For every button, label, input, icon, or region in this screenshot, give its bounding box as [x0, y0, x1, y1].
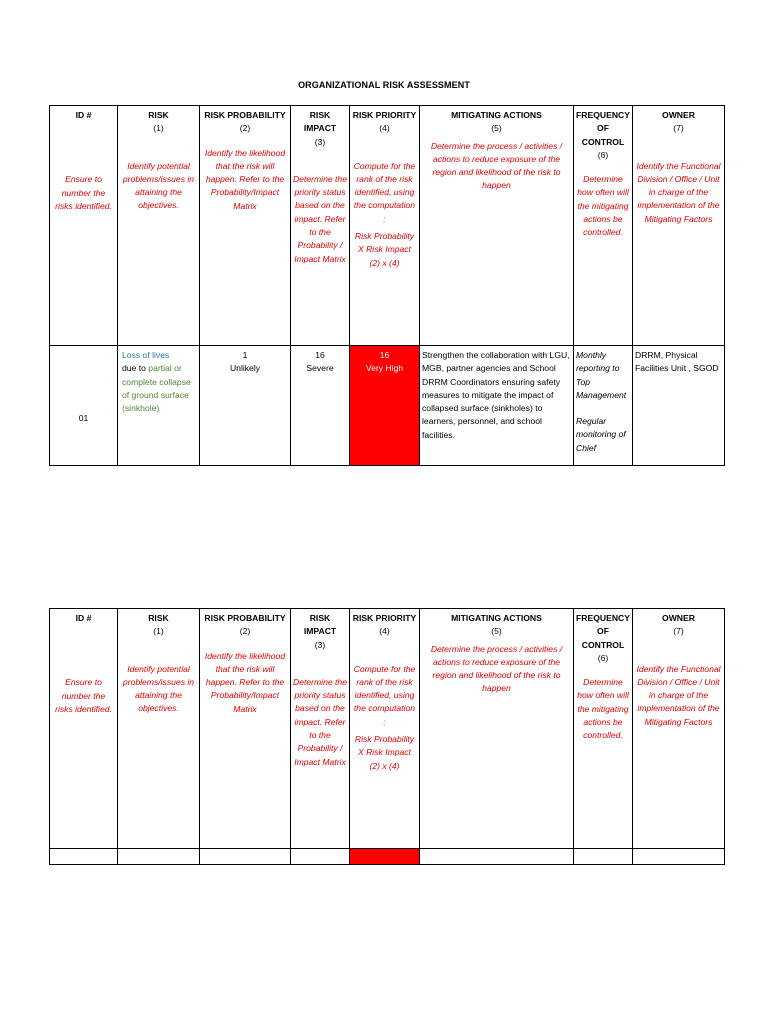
empty-cell: [633, 849, 725, 865]
header-row: [50, 106, 725, 346]
header-mitigating: MITIGATING ACTIONS (5) Determine the process / activities / actions to reduce exposure of the region and likelihood of the risk to happen: [420, 106, 574, 346]
header-row: [50, 609, 725, 849]
row-impact: 16 Severe: [291, 346, 350, 466]
risk-table-2: [49, 608, 725, 865]
row-owner: DRRM, Physical Facilities Unit , SGOD: [633, 346, 725, 466]
header-probability: RISK PROBABILITY (2) Identify the likelihood that the risk will happen. Refer to the Probability/Impact Matrix: [200, 609, 291, 849]
header-id: ID # Ensure to number the risks identified.: [50, 609, 118, 849]
header-priority: RISK PRIORITY (4) Compute for the rank of the risk identified, using the computation : Risk Probability X Risk Impact (2) x (4): [350, 609, 420, 849]
header-impact: RISK IMPACT (3) Determine the priority status based on the impact. Refer to the Probability / Impact Matrix: [291, 609, 350, 849]
empty-cell: [200, 849, 291, 865]
row-mitigating: Strengthen the collaboration with LGU, MGB, partner agencies and School DRRM Coordinators ensuring safety measures to mitigate the impact of collapsed surface (sinkholes) to learners, personnel, and school facilities.: [420, 346, 574, 466]
empty-priority-cell: [350, 849, 420, 865]
row-id: 01: [50, 346, 118, 466]
empty-cell: [291, 849, 350, 865]
header-frequency: FREQUENCY OF CONTROL (6) Determine how often will the mitigating actions be controlled.: [574, 609, 633, 849]
row-risk: Loss of lives due to partial or complete collapse of ground surface (sinkhole): [118, 346, 200, 466]
header-frequency: FREQUENCY OF CONTROL (6) Determine how often will the mitigating actions be controlled.: [574, 106, 633, 346]
row-probability: 1 Unlikely: [200, 346, 291, 466]
row-frequency: Monthly reporting to Top Management Regular monitoring of Chief: [574, 346, 633, 466]
header-owner: OWNER (7) Identify the Functional Division / Office / Unit in charge of the implementation of the Mitigating Factors: [633, 106, 725, 346]
header-owner: OWNER (7) Identify the Functional Division / Office / Unit in charge of the implementation of the Mitigating Factors: [633, 609, 725, 849]
empty-cell: [50, 849, 118, 865]
header-id: ID # Ensure to number the risks identified.: [50, 106, 118, 346]
header-probability: RISK PROBABILITY (2) Identify the likelihood that the risk will happen. Refer to the Probability/Impact Matrix: [200, 106, 291, 346]
header-risk: RISK (1) Identify potential problems/issues in attaining the objectives.: [118, 609, 200, 849]
header-risk: RISK (1) Identify potential problems/issues in attaining the objectives.: [118, 106, 200, 346]
empty-cell: [118, 849, 200, 865]
table-row-empty: [50, 849, 725, 865]
header-mitigating: MITIGATING ACTIONS (5) Determine the process / activities / actions to reduce exposure of the region and likelihood of the risk to happen: [420, 609, 574, 849]
empty-cell: [574, 849, 633, 865]
page-title: ORGANIZATIONAL RISK ASSESSMENT: [298, 80, 470, 90]
empty-cell: [420, 849, 574, 865]
header-impact: RISK IMPACT (3) Determine the priority status based on the impact. Refer to the Probability / Impact Matrix: [291, 106, 350, 346]
risk-table-1: [49, 105, 725, 466]
header-priority: RISK PRIORITY (4) Compute for the rank of the risk identified, using the computation : Risk Probability X Risk Impact (2) x (4): [350, 106, 420, 346]
table-row: [50, 346, 725, 466]
row-priority: 16 Very High: [350, 346, 420, 466]
